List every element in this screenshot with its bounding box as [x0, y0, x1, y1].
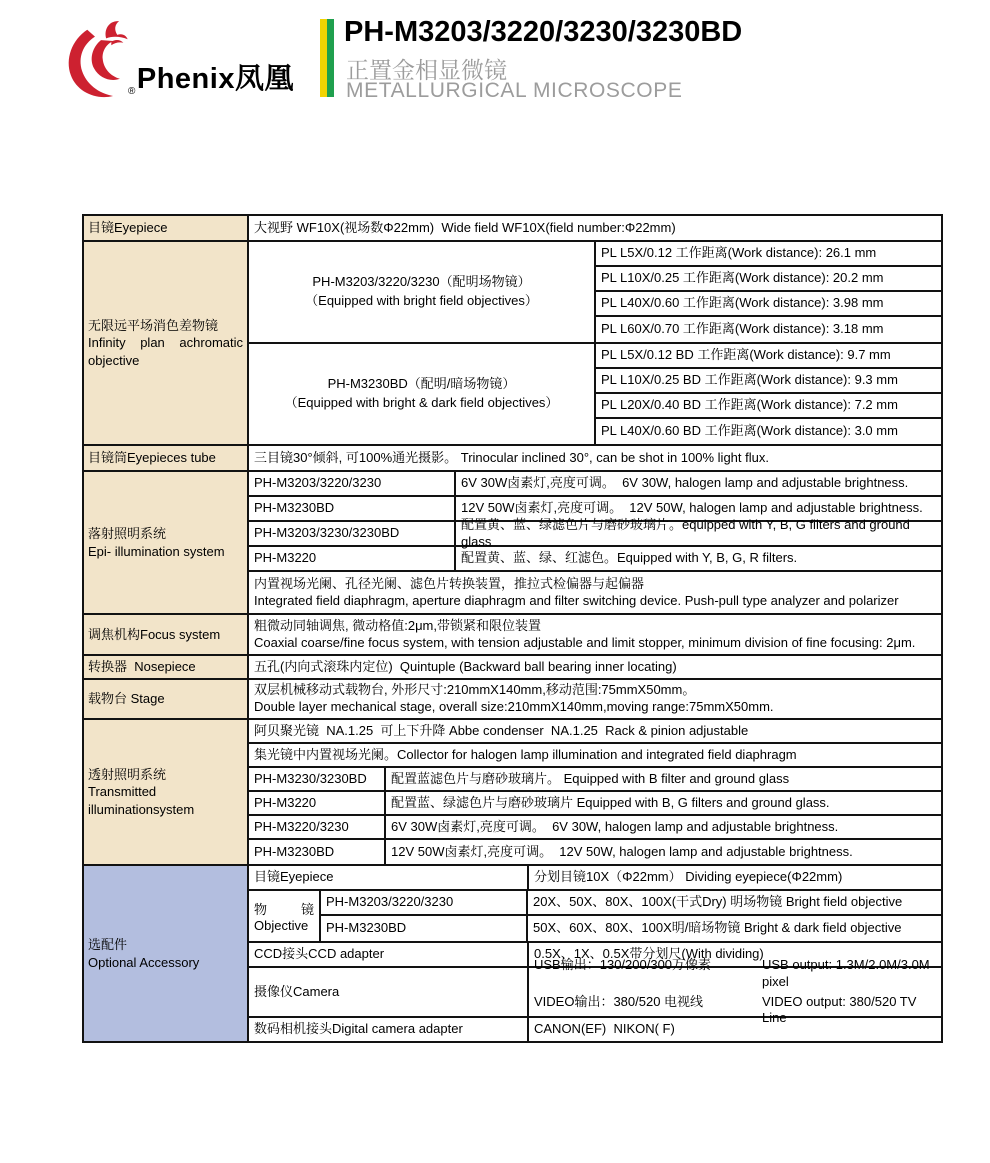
- camera-usb-cn: USB输出：130/200/300万像素: [534, 956, 712, 972]
- note-cn: 内置视场光阑、孔径光阑、滤色片转换装置，推拉式检偏器与起偏器: [254, 575, 645, 591]
- value-cell: [456, 472, 941, 495]
- value-cell: [249, 744, 941, 766]
- spec-label: [84, 472, 249, 613]
- value-text: CANON(EF) NIKON( F): [534, 1021, 675, 1037]
- transmitted-row: [249, 792, 941, 816]
- model-text: PH-M3230BD: [254, 843, 335, 859]
- objective-row-text: PL L5X/0.12 工作距离(Work distance): 26.1 mm: [601, 245, 877, 261]
- spec-value: [249, 656, 941, 678]
- model-text: PH-M3220: [254, 794, 317, 810]
- objective-row-text: PL L60X/0.70 工作距离(Work distance): 3.18 mm: [601, 321, 884, 337]
- spec-table: [82, 214, 943, 1043]
- value-cell: [528, 891, 941, 914]
- objective-row: [596, 267, 941, 292]
- value-cell: [528, 916, 941, 941]
- objective-row: [596, 369, 941, 394]
- note-cell: [249, 572, 941, 613]
- row-objective: [84, 242, 941, 446]
- objective-cn-left: 物: [254, 902, 268, 917]
- row-eyepiece: [84, 216, 941, 242]
- value-text: 分划目镜10X（Φ22mm） Dividing eyepiece(Φ22mm): [534, 869, 843, 885]
- model-text: PH-M3230BD: [326, 920, 407, 936]
- accent-bar-yellow-icon: [320, 19, 327, 97]
- camera-video-cn: VIDEO输出：380/520 电视线: [534, 993, 704, 1009]
- transmitted-row: [249, 768, 941, 792]
- brand-wordmark: [128, 56, 294, 97]
- model-text: PH-M3203/3220/3230: [326, 894, 454, 910]
- objective-rows: [596, 242, 941, 342]
- model-cell: [249, 497, 456, 520]
- spec-label-cn: 选配件: [88, 936, 128, 952]
- value-text: 20X、50X、80X、100X(干式Dry) 明场物镜 Bright field objective: [533, 894, 903, 910]
- optional-camera-row: [249, 956, 941, 1026]
- model-text: PH-M3203/3230/3230BD: [254, 525, 400, 541]
- objective-row-text: PL L40X/0.60 BD 工作距离(Work distance): 3.0 mm: [601, 423, 898, 439]
- objective-row-text: PL L10X/0.25 BD 工作距离(Work distance): 9.3 mm: [601, 372, 898, 388]
- model-text: PH-M3220/3230: [254, 818, 349, 834]
- objective-en: Objective: [254, 918, 309, 933]
- spec-label-cn: 透射照明系统: [88, 766, 167, 782]
- transmitted-row-full: [249, 744, 941, 768]
- value-text: 阿贝聚光镜 NA.1.25 可上下升降 Abbe condenser NA.1.25 Rack & pinion adjustable: [254, 722, 749, 738]
- value-text: 集光镜中内置视场光阑。Collector for halogen lamp illumination and integrated field diaphragm: [254, 746, 797, 762]
- item-cell: [249, 866, 529, 889]
- spec-label: [84, 720, 249, 864]
- item-text: 数码相机接头Digital camera adapter: [254, 1021, 463, 1037]
- model-cell: [249, 816, 386, 838]
- transmitted-row: [249, 840, 941, 864]
- optional-objective-row: [321, 891, 941, 916]
- epi-row: [249, 547, 941, 572]
- value-text: 0.5X、1X、0.5X带分划尺(With dividing): [534, 946, 764, 962]
- row-stage: [84, 680, 941, 720]
- objective-row-text: PL L10X/0.25 工作距离(Work distance): 20.2 mm: [601, 270, 884, 286]
- group-name-cn: PH-M3203/3220/3230（配明场物镜）: [312, 274, 531, 290]
- spec-label-text: 转换器 Nosepiece: [88, 659, 196, 675]
- spec-label-optional: [84, 866, 249, 1041]
- value-text: 配置黄、蓝、绿滤色片与磨砂玻璃片。equipped with Y, B, G filters and ground glass: [461, 516, 914, 549]
- title-accent-bars: [320, 19, 334, 97]
- value-cell: [456, 516, 941, 549]
- objective-group-name: [249, 344, 596, 444]
- model-text: PH-M3230BD: [254, 500, 335, 516]
- epi-note-row: [249, 572, 941, 613]
- value-cell: [386, 840, 941, 864]
- spec-label-text: 调焦机构Focus system: [88, 626, 221, 642]
- product-model-title: PH-M3203/3220/3230/3230BD: [344, 16, 743, 48]
- objective-group-bright: [249, 242, 941, 344]
- spec-value-text: 三目镜30°倾斜, 可100%通光摄影。 Trinocular inclined 30°, can be shot in 100% light flux.: [254, 449, 769, 465]
- model-cell: [249, 840, 386, 864]
- value-en: Coaxial coarse/fine focus system, with tension adjustable and limit stopper, minimum division of fine focusing: 2μm.: [254, 634, 916, 650]
- model-text: PH-M3230/3230BD: [254, 770, 367, 786]
- item-text: 摄像仪Camera: [254, 983, 340, 999]
- registered-trademark: ®: [128, 86, 136, 97]
- row-nosepiece: [84, 656, 941, 680]
- value-cn: 粗微动同轴调焦, 微动格值:2μm,带锁紧和限位装置: [254, 617, 541, 633]
- value-text: 配置蓝滤色片与磨砂玻璃片。 Equipped with B filter and ground glass: [391, 770, 790, 786]
- optional-objective-block: [249, 891, 941, 943]
- optional-objective-header: [249, 891, 321, 941]
- objective-row: [596, 344, 941, 369]
- item-text: 目镜Eyepiece: [254, 869, 334, 885]
- spec-label: [84, 242, 249, 444]
- brand-name-en: Phenix: [136, 63, 235, 95]
- group-name-en: （Equipped with bright & dark field objectives）: [284, 395, 559, 410]
- spec-label: [84, 446, 249, 470]
- product-subtitle-en: METALLURGICAL MICROSCOPE: [346, 79, 683, 102]
- value-en: Double layer mechanical stage, overall size:210mmX140mm,moving range:75mmX50mm.: [254, 699, 774, 714]
- value-text: 6V 30W卤素灯,亮度可调。 6V 30W, halogen lamp and adjustable brightness.: [391, 818, 839, 834]
- model-text: PH-M3220: [254, 550, 317, 566]
- value-text: 6V 30W卤素灯,亮度可调。 6V 30W, halogen lamp and adjustable brightness.: [461, 475, 909, 491]
- product-subtitle-cn: 正置金相显微镜: [346, 57, 507, 83]
- transmitted-row-full: [249, 720, 941, 744]
- value-cell: [386, 816, 941, 838]
- objective-row: [596, 394, 941, 419]
- row-eyepieces-tube: [84, 446, 941, 472]
- spec-label: [84, 615, 249, 654]
- row-optional-accessory: [84, 866, 941, 1041]
- objective-cn-line: [254, 899, 314, 918]
- objective-row: [596, 419, 941, 444]
- model-cell: [249, 547, 456, 570]
- spec-label: [84, 656, 249, 678]
- spec-label-text: 载物台 Stage: [88, 691, 165, 707]
- group-name-cn: PH-M3230BD（配明/暗场物镜）: [327, 376, 516, 392]
- optional-objective-row: [321, 916, 941, 941]
- item-cell: [249, 968, 529, 1016]
- value-text: 50X、60X、80X、100X明/暗场物镜 Bright & dark field objective: [533, 920, 902, 936]
- spec-label: [84, 680, 249, 718]
- model-cell: [321, 916, 528, 941]
- spec-value: [249, 615, 941, 654]
- spec-value-text: 五孔(内向式滚珠内定位) Quintuple (Backward ball bearing inner locating): [254, 658, 677, 674]
- model-text: PH-M3203/3220/3230: [254, 475, 382, 491]
- objective-cn-right: 镜: [300, 902, 314, 917]
- model-cell: [249, 768, 386, 790]
- spec-value: [249, 216, 941, 240]
- objective-row-text: PL L40X/0.60 工作距离(Work distance): 3.98 mm: [601, 295, 884, 311]
- group-name-en: （Equipped with bright field objectives）: [305, 293, 538, 308]
- spec-label-en: Infinity plan achromatic objective: [88, 335, 243, 368]
- spec-label-cn: 落射照明系统: [88, 525, 167, 541]
- objective-row-text: PL L5X/0.12 BD 工作距离(Work distance): 9.7 mm: [601, 347, 891, 363]
- transmitted-row: [249, 816, 941, 840]
- model-cell: [249, 792, 386, 814]
- model-cell: [321, 891, 528, 914]
- camera-value-cell: [529, 956, 941, 1026]
- spec-value: [249, 446, 941, 470]
- spec-label-en: Epi- illumination system: [88, 543, 225, 559]
- spec-label-text: 目镜Eyepiece: [88, 220, 168, 236]
- value-text: 配置黄、蓝、绿、红滤色。Equipped with Y, B, G, R filters.: [461, 550, 798, 566]
- accent-bar-green-icon: [327, 19, 334, 97]
- spec-label-en: illuminationsystem: [88, 801, 195, 817]
- row-transmitted-illumination: [84, 720, 941, 866]
- value-cell: [529, 1018, 941, 1041]
- value-cell: [249, 720, 941, 742]
- item-cell: [249, 1018, 529, 1041]
- row-epi-illumination: [84, 472, 941, 615]
- value-text: 12V 50W卤素灯,亮度可调。 12V 50W, halogen lamp and adjustable brightness.: [461, 500, 923, 516]
- row-focus-system: [84, 615, 941, 656]
- value-cell: [529, 866, 941, 889]
- value-text: 12V 50W卤素灯,亮度可调。 12V 50W, halogen lamp and adjustable brightness.: [391, 843, 853, 859]
- objective-row: [596, 292, 941, 317]
- optional-digital-adapter-row: [249, 1018, 941, 1041]
- value-cn: 双层机械移动式载物台, 外形尺寸:210mmX140mm,移动范围:75mmX50mm。: [254, 682, 696, 698]
- objective-row-text: PL L20X/0.40 BD 工作距离(Work distance): 7.2 mm: [601, 397, 898, 413]
- optional-eyepiece-row: [249, 866, 941, 891]
- objective-group-dark: [249, 344, 941, 444]
- objective-rows: [596, 344, 941, 444]
- value-cell: [456, 547, 941, 570]
- spec-label: [84, 216, 249, 240]
- objective-row: [596, 317, 941, 342]
- spec-label-cn: 无限远平场消色差物镜: [88, 317, 219, 333]
- camera-video-en: VIDEO output: 380/520 TV Line: [762, 993, 921, 1026]
- item-text: CCD接头CCD adapter: [254, 946, 385, 962]
- objective-row: [596, 242, 941, 267]
- epi-row: [249, 516, 941, 549]
- spec-value: [249, 680, 941, 718]
- camera-usb-en: USB output: 1.3M/2.0M/3.0M pixel: [762, 956, 934, 989]
- spec-label-en: Transmitted: [88, 784, 157, 800]
- item-cell: [249, 943, 529, 966]
- value-text: 配置蓝、绿滤色片与磨砂玻璃片 Equipped with B, G filters and ground glass.: [391, 794, 830, 810]
- spec-label-en: Optional Accessory: [88, 954, 200, 970]
- spec-label-text: 目镜筒Eyepieces tube: [88, 450, 216, 466]
- brand-name-cn: 凤凰: [234, 63, 294, 95]
- spec-value-text: 大视野 WF10X(视场数Φ22mm) Wide field WF10X(field number:Φ22mm): [254, 219, 676, 235]
- value-cell: [386, 768, 941, 790]
- model-cell: [249, 472, 456, 495]
- objective-group-name: [249, 242, 596, 342]
- value-cell: [386, 792, 941, 814]
- model-cell: [249, 522, 456, 545]
- note-en: Integrated field diaphragm, aperture diaphragm and filter switching device. Push-pull type analyzer and polarizer: [254, 592, 899, 608]
- epi-row: [249, 472, 941, 497]
- optional-objective-rows: [321, 891, 941, 941]
